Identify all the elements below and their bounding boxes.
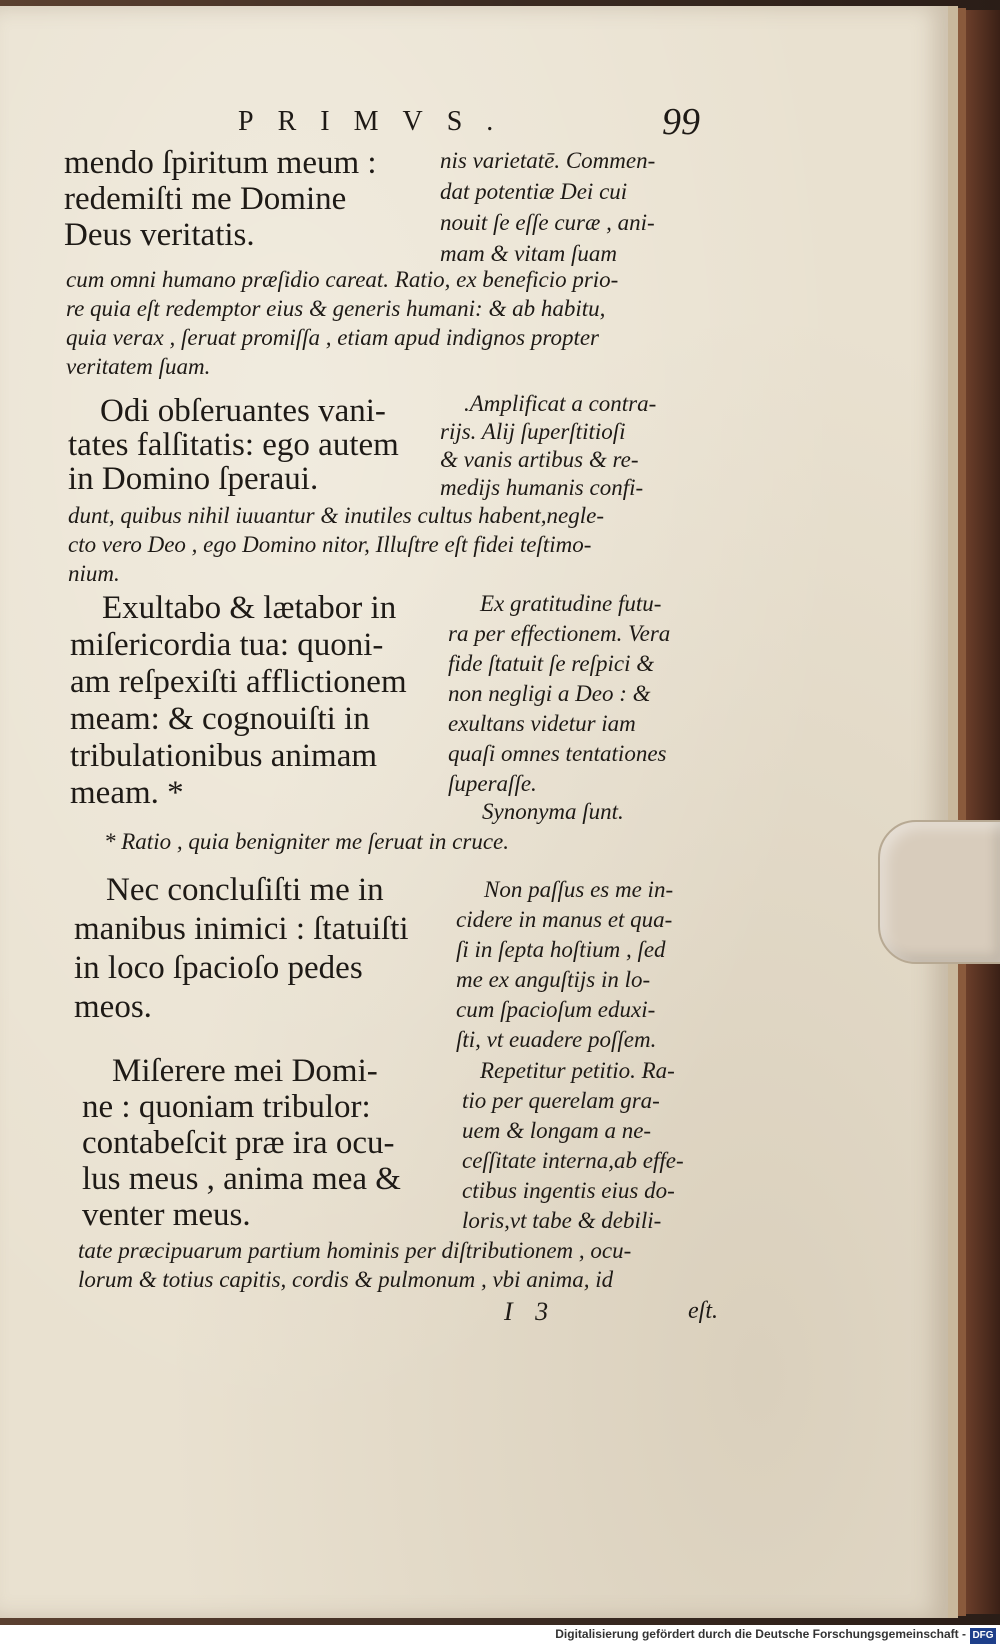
commentary-line: loris,vt tabe & debili-: [462, 1208, 662, 1233]
commentary-line: Repetitur petitio. Ra-: [480, 1058, 675, 1083]
page-number: 99: [662, 101, 700, 143]
commentary-line: ſti, vt euadere poſſem.: [456, 1027, 657, 1052]
verse-line: tates falſitatis: ego autem: [68, 427, 399, 463]
footnote-line: * Ratio , quia benigniter me ſeruat in cruce.: [104, 829, 509, 854]
commentary-line: & vanis artibus & re-: [440, 447, 639, 472]
commentary-line: cum omni humano præſidio careat. Ratio, ex beneficio prio-: [66, 267, 619, 292]
digitization-footer: [0, 1625, 1000, 1647]
commentary-line: mam & vitam ſuam: [440, 241, 617, 266]
commentary-line: tate præcipuarum partium hominis per diſtributionem , ocu-: [78, 1238, 632, 1263]
verse-line: in Domino ſperaui.: [68, 461, 319, 497]
verse-line: Miſerere mei Domi-: [112, 1053, 378, 1089]
verse-line: meos.: [74, 989, 152, 1025]
verse-line: redemiſti me Domine: [64, 181, 347, 217]
commentary-line: ctibus ingentis eius do-: [462, 1178, 675, 1203]
verse-line: Nec concluſiſti me in: [106, 872, 384, 908]
commentary-line: dat potentiæ Dei cui: [440, 179, 628, 204]
commentary-line: me ex anguſtijs in lo-: [456, 967, 651, 992]
commentary-line: nouit ſe eſſe curæ , ani-: [440, 210, 655, 235]
commentary-line: ſi in ſepta hoſtium , ſed: [456, 937, 666, 962]
commentary-line: Synonyma ſunt.: [482, 799, 624, 824]
commentary-line: lorum & totius capitis, cordis & pulmonum , vbi anima, id: [78, 1267, 614, 1292]
cover-edge: [958, 8, 966, 1616]
commentary-line: cidere in manus et qua-: [456, 907, 673, 932]
binding-edge: [966, 10, 1000, 1614]
dfg-logo: DFG: [970, 1628, 996, 1644]
commentary-line: non negligi a Deo : &: [448, 681, 651, 706]
verse-line: ne : quoniam tribulor:: [82, 1089, 371, 1125]
verse-line: Exultabo & lætabor in: [102, 590, 397, 626]
catchword: eſt.: [688, 1298, 718, 1324]
commentary-line: uem & longam a ne-: [462, 1118, 652, 1143]
verse-line: am reſpexiſti afflictionem: [70, 664, 407, 700]
verse-line: Odi obſeruantes vani-: [100, 393, 386, 429]
verse-line: manibus inimici : ſtatuiſti: [74, 911, 409, 947]
verse-line: meam: & cognouiſti in: [70, 701, 370, 737]
commentary-line: dunt, quibus nihil iuuantur & inutiles cultus habent,negle-: [68, 503, 604, 528]
commentary-line: Non paſſus es me in-: [484, 877, 674, 902]
commentary-line: ſuperaſſe.: [448, 771, 537, 796]
commentary-line: medijs humanis confi-: [440, 475, 644, 500]
commentary-line: Ex gratitudine futu-: [480, 591, 662, 616]
commentary-line: cum ſpacioſum eduxi-: [456, 997, 656, 1022]
verse-line: mendo ſpiritum meum :: [64, 145, 377, 181]
verse-line: contabeſcit præ ira ocu-: [82, 1125, 395, 1161]
verse-line: tribulationibus animam: [70, 738, 378, 774]
verse-line: venter meus.: [82, 1197, 251, 1233]
commentary-line: cto vero Deo , ego Domino nitor, Illuſtre eſt fidei teſtimo-: [68, 532, 592, 557]
commentary-line: exultans videtur iam: [448, 711, 636, 736]
verse-line: miſericordia tua: quoni-: [70, 627, 384, 663]
signature-mark: I 3: [504, 1297, 557, 1326]
verse-line: lus meus , anima mea &: [82, 1161, 401, 1197]
commentary-line: ra per effectionem. Vera: [448, 621, 671, 646]
verse-line: in loco ſpacioſo pedes: [74, 950, 363, 986]
verse-line: meam. *: [70, 775, 184, 811]
commentary-line: .Amplificat a contra-: [464, 391, 657, 416]
commentary-line: tio per querelam gra-: [462, 1088, 660, 1113]
commentary-line: nium.: [68, 561, 120, 586]
commentary-line: ceſſitate interna,ab effe-: [462, 1148, 684, 1173]
page-edge: [948, 6, 958, 1618]
commentary-line: veritatem ſuam.: [66, 354, 211, 379]
commentary-line: fide ſtatuit ſe reſpici &: [448, 651, 655, 676]
commentary-line: nis varietatē. Commen-: [440, 148, 656, 173]
verse-line: Deus veritatis.: [64, 217, 255, 253]
funding-credit: Digitalisierung gefördert durch die Deutsche Forschungsgemeinschaft -: [555, 1627, 966, 1641]
page-clip: [878, 820, 1000, 964]
commentary-line: quia verax , ſeruat promiſſa , etiam apud indignos propter: [66, 325, 600, 350]
running-head: PRIMVS.: [238, 106, 518, 137]
commentary-line: quaſi omnes tentationes: [448, 741, 667, 766]
commentary-line: rijs. Alij ſuperſtitioſi: [440, 419, 626, 444]
commentary-line: re quia eſt redemptor eius & generis humani: & ab habitu,: [66, 296, 606, 321]
